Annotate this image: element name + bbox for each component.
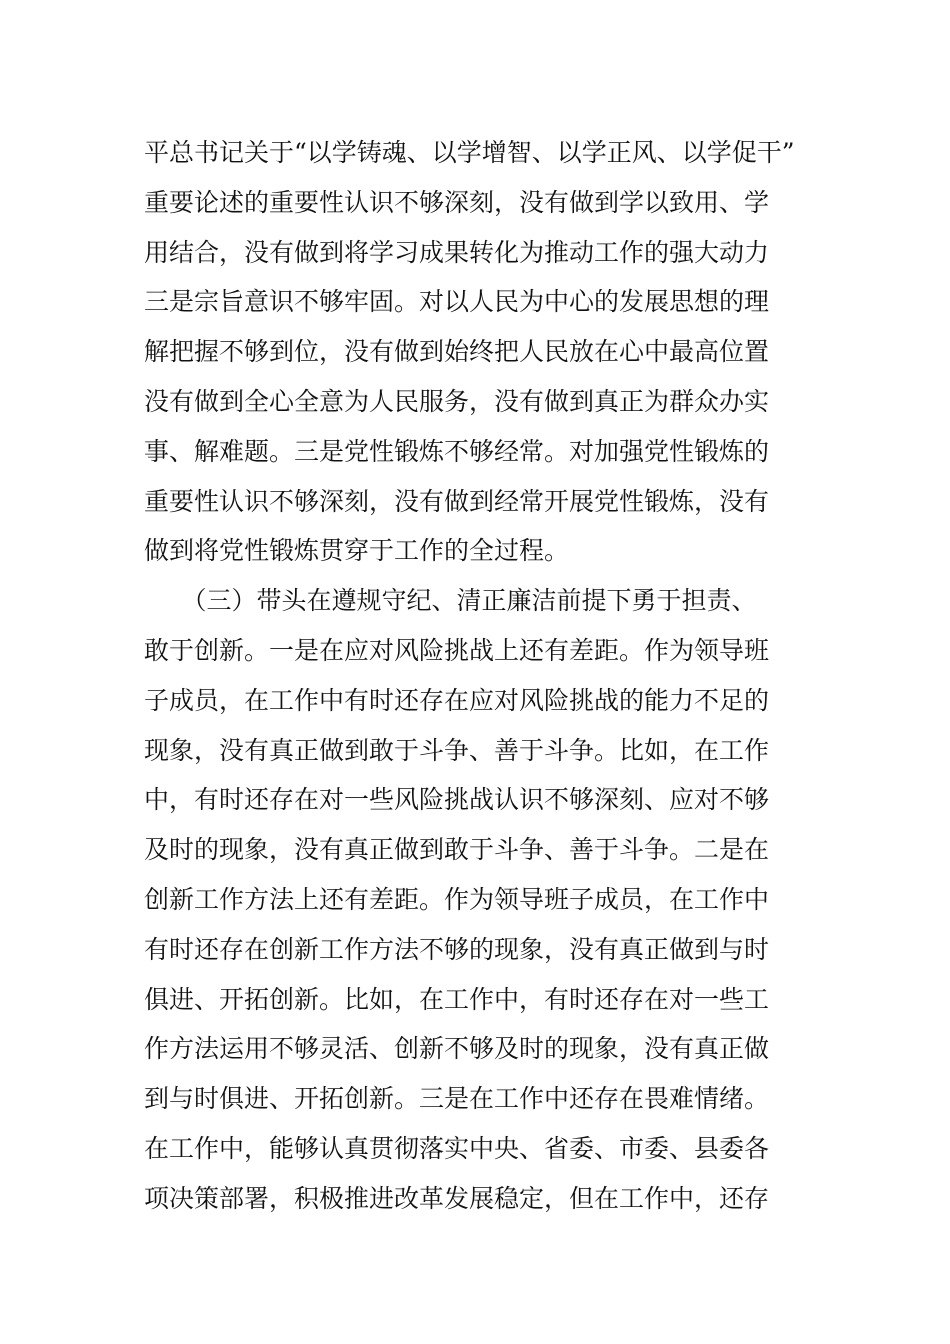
text-line: 有时还存在创新工作方法不够的现象，没有真正做到与时 [144, 934, 770, 964]
text-line: 没有做到全心全意为人民服务，没有做到真正为群众办实 [144, 386, 770, 416]
text-line: 用结合，没有做到将学习成果转化为推动工作的强大动力 [144, 237, 770, 267]
text-line: 子成员，在工作中有时还存在应对风险挑战的能力不足的 [144, 685, 770, 715]
text-line: 事、解难题。三是党性锻炼不够经常。对加强党性锻炼的 [144, 436, 770, 466]
text-line: 及时的现象，没有真正做到敢于斗争、善于斗争。二是在 [144, 835, 770, 865]
document-body [144, 128, 814, 1224]
text-line: 作方法运用不够灵活、创新不够及时的现象，没有真正做 [144, 1034, 770, 1064]
text-line: 项决策部署，积极推进改革发展稳定，但在工作中，还存 [144, 1183, 770, 1213]
text-line: 创新工作方法上还有差距。作为领导班子成员，在工作中 [144, 884, 770, 914]
text-line: 重要性认识不够深刻，没有做到经常开展党性锻炼，没有 [144, 486, 770, 516]
text-line: 敢于创新。一是在应对风险挑战上还有差距。作为领导班 [144, 635, 770, 665]
text-line: 平总书记关于“以学铸魂、以学增智、以学正风、以学促干” [144, 138, 795, 167]
text-line: 重要论述的重要性认识不够深刻，没有做到学以致用、学 [144, 187, 770, 217]
text-line: 做到将党性锻炼贯穿于工作的全过程。 [144, 536, 570, 566]
text-line: 中，有时还存在对一些风险挑战认识不够深刻、应对不够 [144, 785, 770, 815]
text-line: 现象，没有真正做到敢于斗争、善于斗争。比如，在工作 [144, 735, 770, 765]
text-line: （三）带头在遵规守纪、清正廉洁前提下勇于担责、 [144, 586, 757, 616]
text-line: 三是宗旨意识不够牢固。对以人民为中心的发展思想的理 [144, 287, 770, 317]
text-line: 在工作中，能够认真贯彻落实中央、省委、市委、县委各 [144, 1133, 770, 1163]
text-line: 解把握不够到位，没有做到始终把人民放在心中最高位置 [144, 337, 770, 367]
text-line: 到与时俱进、开拓创新。三是在工作中还存在畏难情绪。 [144, 1084, 770, 1114]
text-line: 俱进、开拓创新。比如，在工作中，有时还存在对一些工 [144, 984, 770, 1014]
